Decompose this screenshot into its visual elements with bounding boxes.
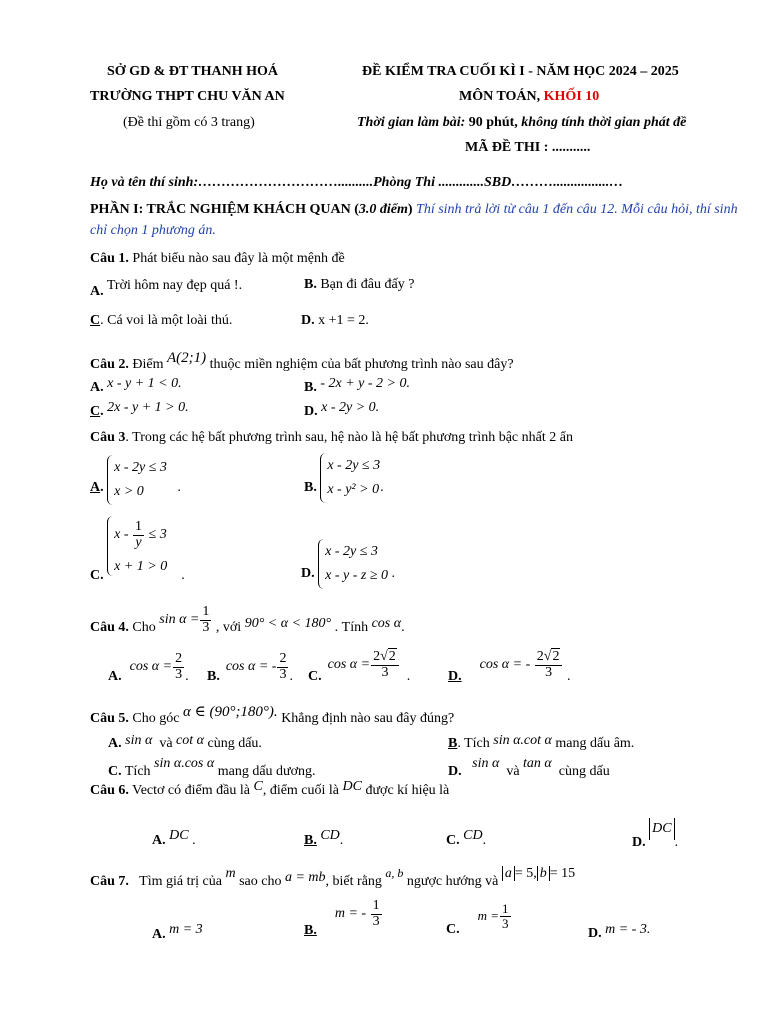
system-brace [318,539,388,589]
option-math: - 2x + y - 2 > 0. [320,376,410,391]
q7-option-c[interactable] [446,901,512,938]
option-text: cùng dấu [558,764,610,779]
option-math: m = $\frac{1}{3}$ [477,901,509,931]
q1-option-b[interactable] [304,277,414,293]
q7-ab: a, b [385,866,404,880]
q6-stem [90,779,450,799]
option-label: B [448,736,458,751]
time-rest: không tính thời gian phát đề [521,115,687,130]
q7-t1: Tìm giá trị của [139,874,222,889]
option-label: D. [304,404,318,419]
q5-alpha: α ∈ (90°;180°). [182,704,278,720]
option-math: DC [169,828,189,843]
option-math: m = - $\frac{1}{3}$ [334,898,380,929]
option-math: CD [320,828,340,843]
subject-line [459,89,599,105]
q2-option-d[interactable] [304,400,380,419]
part1-title: PHẦN I: TRẮC NGHIỆM KHÁCH QUAN ( [90,202,359,217]
pages-note: (Đề thi gồm có 3 trang) [123,115,255,130]
q4-option-a[interactable]: A. cos α = $\frac{2}{3}$ . [108,651,189,685]
option-math: sin α [472,756,500,771]
option-label: B. [304,480,317,496]
option-label: C. [308,669,322,685]
q1-option-c[interactable] [90,313,232,329]
q7-stem [90,866,576,889]
system-line-2: x - y² > 0 [327,482,380,497]
system-brace [320,453,380,503]
q6-t3: được kí hiệu là [365,783,450,798]
q7-option-b[interactable] [304,898,383,939]
option-math: sin α [125,733,153,748]
option-text: Tích [124,764,151,779]
option-label: C. [446,922,460,938]
option-math: x +1 = 2. [318,313,369,328]
option-math: sin α.cos α [154,756,215,771]
q4-target: cos α [371,616,402,632]
option-label: A. [90,380,104,395]
q2-point: A(2;1) [167,350,207,366]
system-line-2: x - y - z ≥ 0 [325,568,389,583]
q1-option-a[interactable] [90,278,243,299]
option-text: . Tích [457,736,490,751]
q2-option-a[interactable] [90,376,182,395]
q4-option-b[interactable]: B. cos α = - $\frac{2}{3}$ . [207,651,293,685]
q1-text: Phát biểu nào sau đây là một mệnh đề [132,251,345,266]
option-math: tan α [523,756,552,771]
q5-pre: Cho góc [132,711,180,726]
option-label: A. [108,669,122,685]
system-line-1: x - 2y ≤ 3 [114,460,167,475]
q5-option-d[interactable] [448,756,610,779]
option-label: C. [446,833,460,848]
time-line [357,115,686,131]
system-line-1: x - 2y ≤ 3 [327,458,381,473]
q3-text: . Trong các hệ bất phương trình sau, hệ nào là hệ bất phương trình bậc nhất 2 ẩn [125,430,573,445]
q3-label: Câu 3 [90,430,126,445]
q3-option-d[interactable]: D. x - 2y ≤ 3 x - y - z ≥ 0 . [301,539,395,589]
option-label: C [90,404,101,419]
q4-mid: , với [215,620,242,636]
part1-instruction: Thí sinh trả lời từ câu 1 đến câu 12. Mỗi câu hỏi, thí sinh chỉ chọn 1 phương án. [90,202,738,238]
option-text: Trời hôm nay đẹp quá !. [106,278,243,293]
q6-option-b[interactable]: B. CD. [304,828,344,848]
system-brace [107,516,167,576]
part1-close: ) [407,202,413,217]
option-label: D. [588,926,602,941]
q4-option-c[interactable]: C. cos α = $\frac{2√2}{3}$ . [308,649,411,685]
option-label: C. [108,764,122,779]
option-text: cùng dấu. [207,736,262,751]
q5-label: Câu 5. [90,711,129,726]
option-label: D. [301,566,315,582]
exam-title: ĐỀ KIỂM TRA CUỐI KÌ I - NĂM HỌC 2024 – 2025 [362,64,679,79]
option-label: A. [90,284,104,299]
option-label: D. [448,669,462,685]
option-math: DC [649,818,674,840]
q2-label: Câu 2. [90,357,129,372]
option-label: D. [632,835,646,850]
option-label: B. [304,833,317,848]
option-label: C. [90,568,104,584]
option-math: cos α = - $\frac{2}{3}$ [225,651,287,682]
q4-sin-expr: sin α = $\frac{1}{3}$ [159,604,210,635]
system-line-2: x + 1 > 0 [114,559,168,574]
option-text: mang dấu dương. [217,764,316,779]
q7-option-d[interactable] [588,922,651,941]
q6-label: Câu 6. [90,783,129,798]
q7-label: Câu 7. [90,874,129,889]
department-name: SỞ GD & ĐT THANH HOÁ [107,64,279,79]
q2-option-c[interactable]: C. 2x - y + 1 > 0. [90,400,189,419]
q6-option-d[interactable]: D. DC. [632,818,678,840]
time-value: 90 phút, [468,115,518,130]
q6-point-c: C [253,779,263,794]
option-label: D. [448,764,462,779]
option-label: B. [304,923,317,939]
option-math: 2x - y + 1 > 0. [107,400,189,415]
q4-label: Câu 4. [90,620,129,636]
subject-prefix: MÔN TOÁN, [459,89,541,104]
q7-t4: ngược hướng và [406,874,499,889]
time-label: Thời gian làm bài: [357,115,466,130]
option-label: B. [304,277,317,292]
q3-stem [90,430,573,446]
option-math: m = 3 [169,922,203,937]
q6-option-c[interactable]: C. CD. [446,828,487,848]
q6-point-d: DC [342,779,362,794]
option-math: cot α [176,733,204,748]
option-text: mang dấu âm. [555,736,635,751]
option-label: A [90,480,101,496]
option-text: Bạn đi đâu đấy ? [320,277,415,292]
q3-option-b[interactable]: B. x - 2y ≤ 3 x - y² > 0. [304,453,384,503]
system-line-1: x - $\frac{1}{y}$ ≤ 3 [114,518,167,550]
option-label: D. [301,313,315,328]
system-brace [107,455,167,505]
q5-stem [90,702,455,726]
system-line-1: x - 2y ≤ 3 [325,544,378,559]
option-math: CD [463,828,483,843]
option-label: A. [152,927,166,942]
option-text: . Cá voi là một loài thú. [100,313,233,328]
q7-norms: a = 5, b = 15 [502,866,575,881]
q5-option-b[interactable] [448,733,634,749]
q7-eq: a = mb [284,870,326,885]
q4-stem: Câu 4. Cho sin α = $\frac{1}{3}$ , với 90° < α < 180° . Tính cos α. [90,604,405,636]
system-line-2: x > 0 [114,484,144,499]
q5-option-a[interactable] [108,733,262,749]
option-label: C [90,313,101,328]
q6-t2: , điểm cuối là [262,783,340,798]
option-math: x - 2y > 0. [321,400,380,415]
option-label: B. [207,669,220,685]
q7-m: m [225,866,236,881]
q4-range: 90° < α < 180° [244,616,332,632]
q7-option-a[interactable] [152,922,203,942]
option-math: cos α = $\frac{2}{3}$ [129,651,183,682]
subject-grade: KHỐI 10 [543,89,600,104]
option-math: sin α.cot α [493,733,552,748]
option-math: cos α = $\frac{2√2}{3}$ [328,650,400,680]
q5-post: Khẳng định nào sau đây đúng? [281,711,455,726]
q4-tinh: . Tính [334,620,369,636]
option-label: A. [152,833,166,848]
option-math: m = - 3. [605,922,651,937]
option-label: A. [108,736,122,751]
q6-option-a[interactable]: A. DC . [152,828,196,848]
q2-post: thuộc miền nghiệm của bất phương trình nào sau đây? [209,357,514,372]
q1-stem [90,251,345,267]
q5-option-c[interactable] [108,756,316,779]
option-math: cos α = - $\frac{2√2}{3}$ [480,650,564,680]
exam-code: MÃ ĐỀ THI : ........... [465,140,591,155]
q7-t3: , biết rằng [325,874,382,889]
option-label: B. [304,380,317,395]
option-math: x - y + 1 < 0. [107,376,182,391]
q1-option-d[interactable] [301,313,369,329]
q6-t1: Vectơ có điểm đầu là [132,783,250,798]
option-text: và [506,764,520,779]
student-info-line: Họ và tên thí sinh:…………………………..........Phòng Thi .............SBD………................… [90,175,624,190]
q2-stem [90,350,514,372]
q4-option-d[interactable]: D. cos α = - $\frac{2√2}{3}$ . [448,649,571,685]
q3-option-c[interactable]: C. x - $\frac{1}{y}$ ≤ 3 x + 1 > 0 . [90,516,185,576]
q7-t2: sao cho [239,874,282,889]
q4-pre: Cho [132,620,156,636]
q3-option-a[interactable]: A. x - 2y ≤ 3 x > 0 . [90,455,181,505]
q2-pre: Điểm [132,357,164,372]
part1-heading [90,199,750,241]
q1-label: Câu 1. [90,251,129,266]
option-text: và [159,736,173,751]
q2-option-b[interactable] [304,376,410,395]
part1-points: 3.0 điểm [358,202,408,217]
school-name: TRƯỜNG THPT CHU VĂN AN [90,89,285,104]
